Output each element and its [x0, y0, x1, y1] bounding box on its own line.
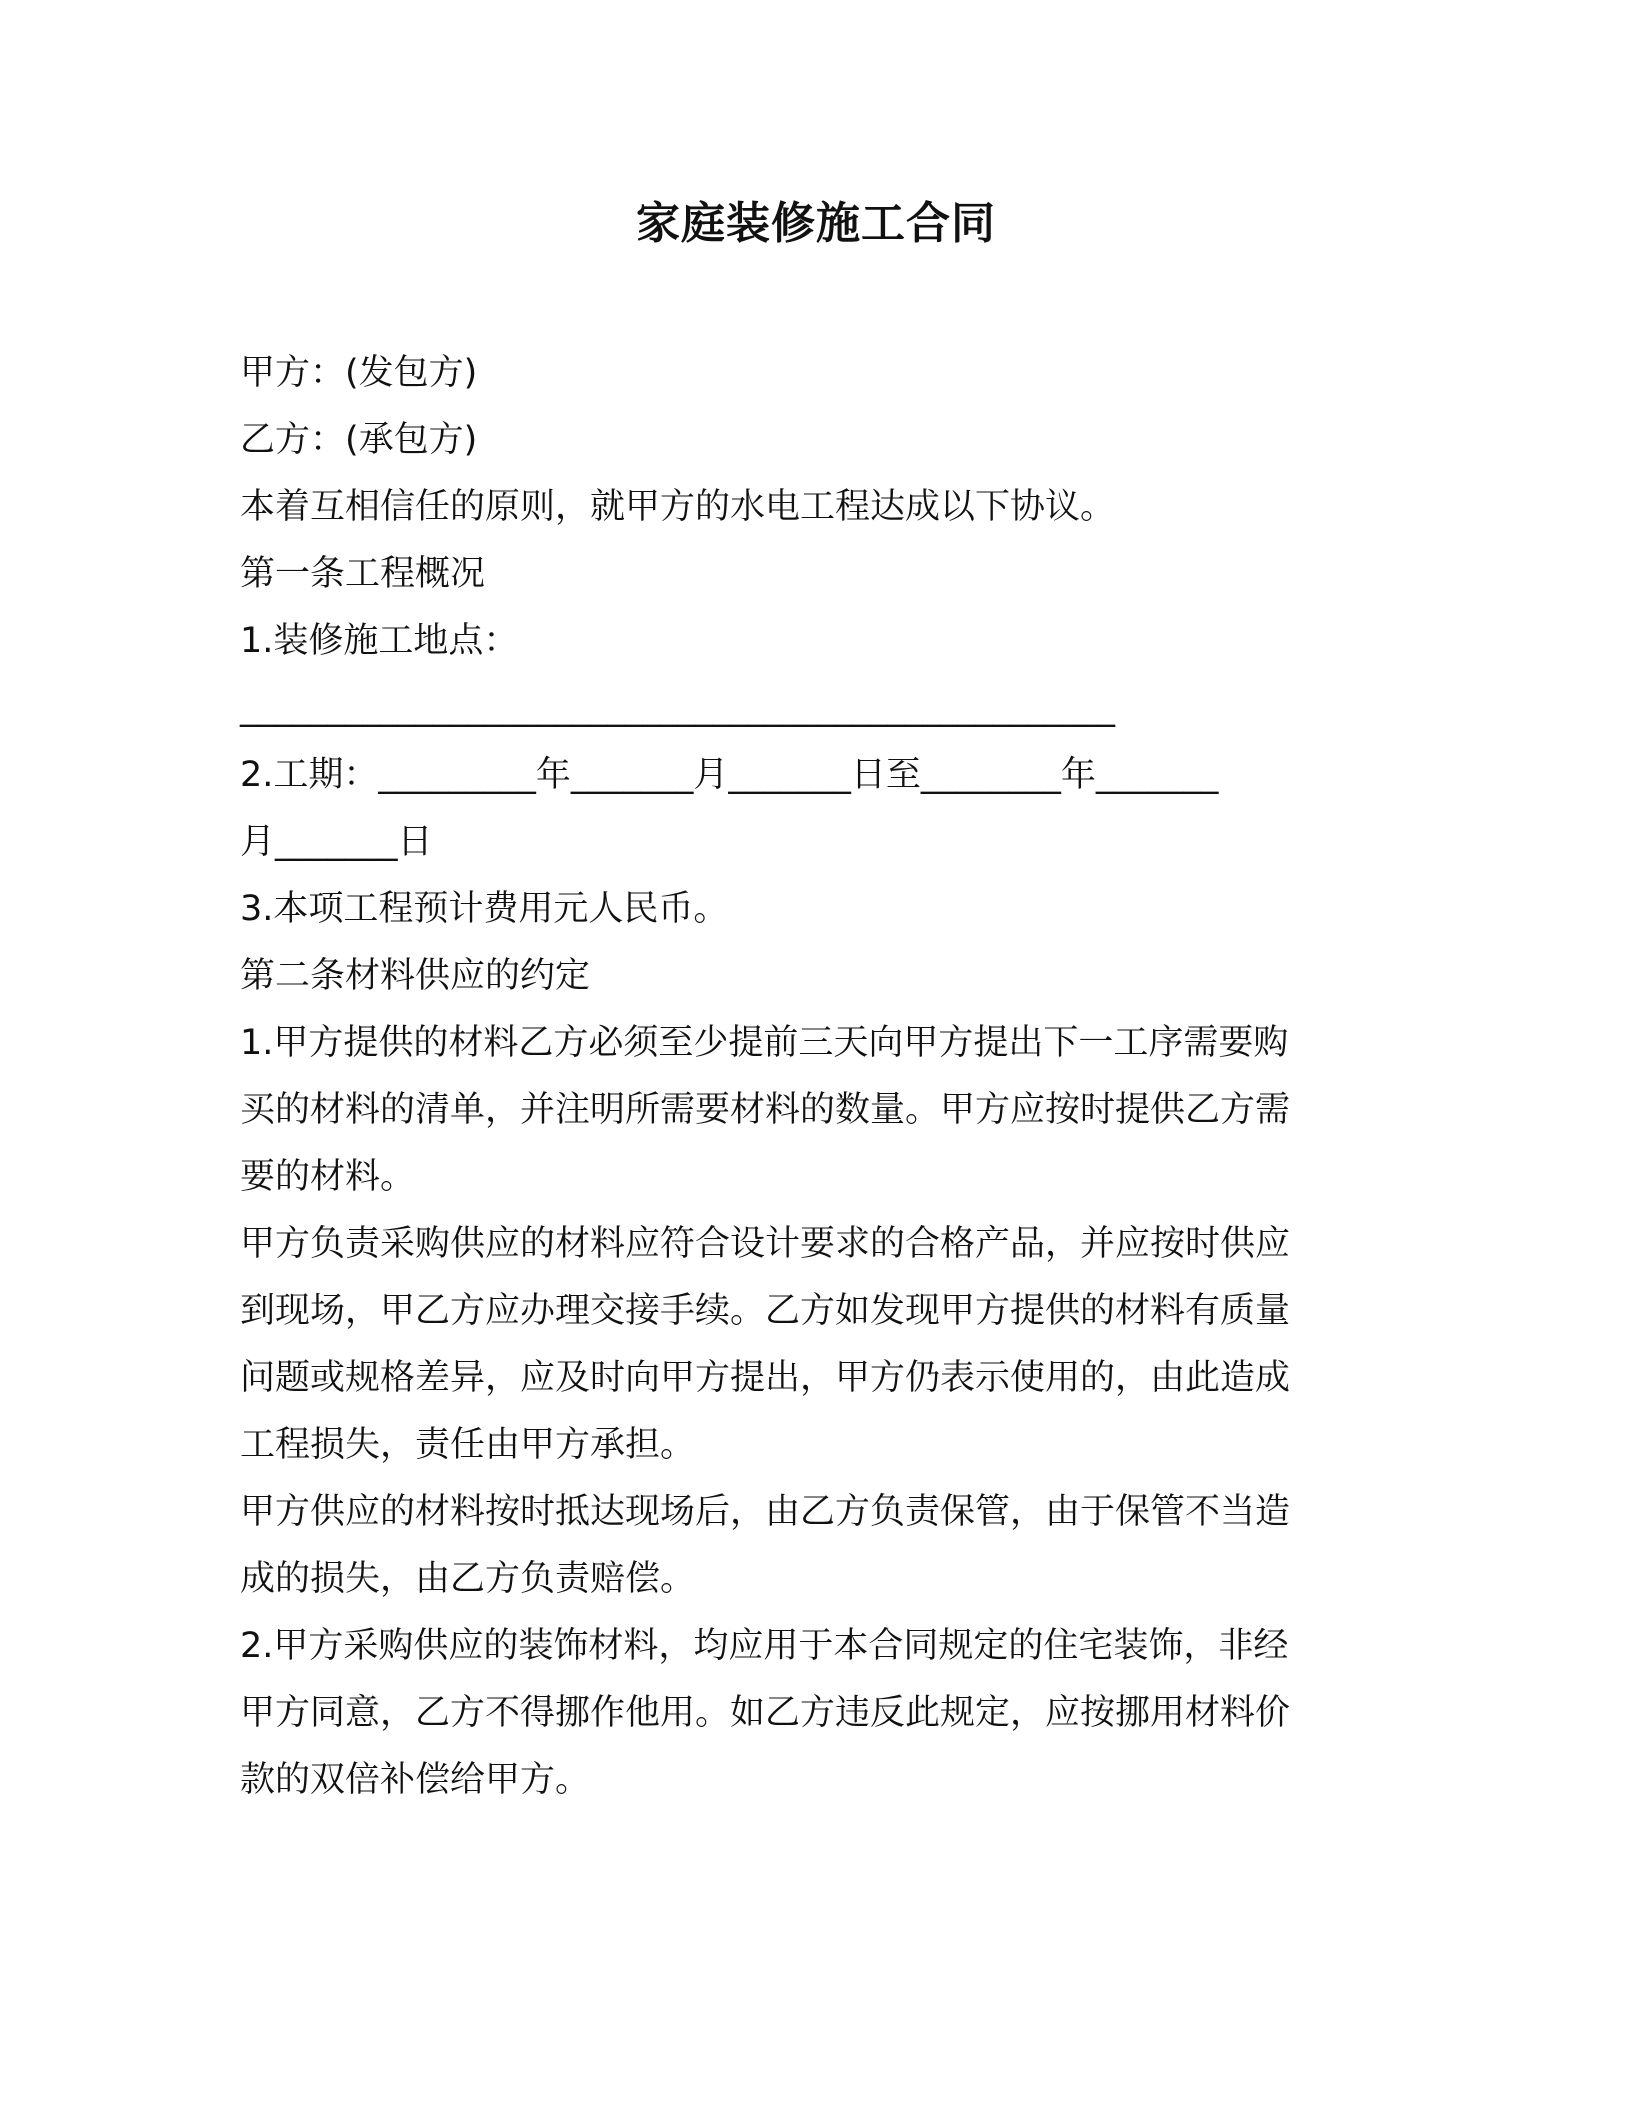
document-body: [240, 340, 1365, 1814]
material-clause-2-line-3: 款的双倍补偿给甲方。: [240, 1760, 591, 1800]
material-para-3-line-2: 成的损失，由乙方负责赔偿。: [240, 1559, 696, 1599]
location-blank: __________________________________________________: [240, 688, 1115, 728]
material-clause-1-line-1: 1.甲方提供的材料乙方必须至少提前三天向甲方提出下一工序需要购: [240, 1023, 1289, 1063]
material-para-2-line-3: 问题或规格差异，应及时向甲方提出，甲方仍表示使用的，由此造成: [240, 1358, 1291, 1398]
material-clause-2-line-1: 2.甲方采购供应的装饰材料，均应用于本合同规定的住宅装饰，非经: [240, 1626, 1289, 1666]
material-para-2-line-2: 到现场，甲乙方应办理交接手续。乙方如发现甲方提供的材料有质量: [240, 1291, 1291, 1331]
party-b-line: 乙方：(承包方): [240, 420, 478, 460]
party-a-line: 甲方：(发包方): [240, 353, 478, 393]
document-title: 家庭装修施工合同: [636, 198, 996, 249]
material-clause-1-line-3: 要的材料。: [240, 1157, 416, 1197]
article-1-heading: 第一条工程概况: [240, 554, 486, 594]
duration-line: 2.工期：_________年_______月_______日至________年_______: [240, 755, 1219, 795]
material-para-3-line-1: 甲方供应的材料按时抵达现场后，由乙方负责保管，由于保管不当造: [240, 1492, 1291, 1532]
article-2-heading: 第二条材料供应的约定: [240, 956, 591, 996]
location-label: 1.装修施工地点：: [240, 621, 519, 661]
material-clause-1-line-2: 买的材料的清单，并注明所需要材料的数量。甲方应按时提供乙方需: [240, 1090, 1291, 1130]
material-para-2-line-1: 甲方负责采购供应的材料应符合设计要求的合格产品，并应按时供应: [240, 1224, 1291, 1264]
cost-line: 3.本项工程预计费用元人民币。: [240, 889, 729, 929]
duration-line-cont: 月_______日: [240, 822, 433, 862]
material-para-2-line-4: 工程损失，责任由甲方承担。: [240, 1425, 696, 1465]
material-clause-2-line-2: 甲方同意，乙方不得挪作他用。如乙方违反此规定，应按挪用材料价: [240, 1693, 1291, 1733]
preamble-line: 本着互相信任的原则，就甲方的水电工程达成以下协议。: [240, 487, 1116, 527]
